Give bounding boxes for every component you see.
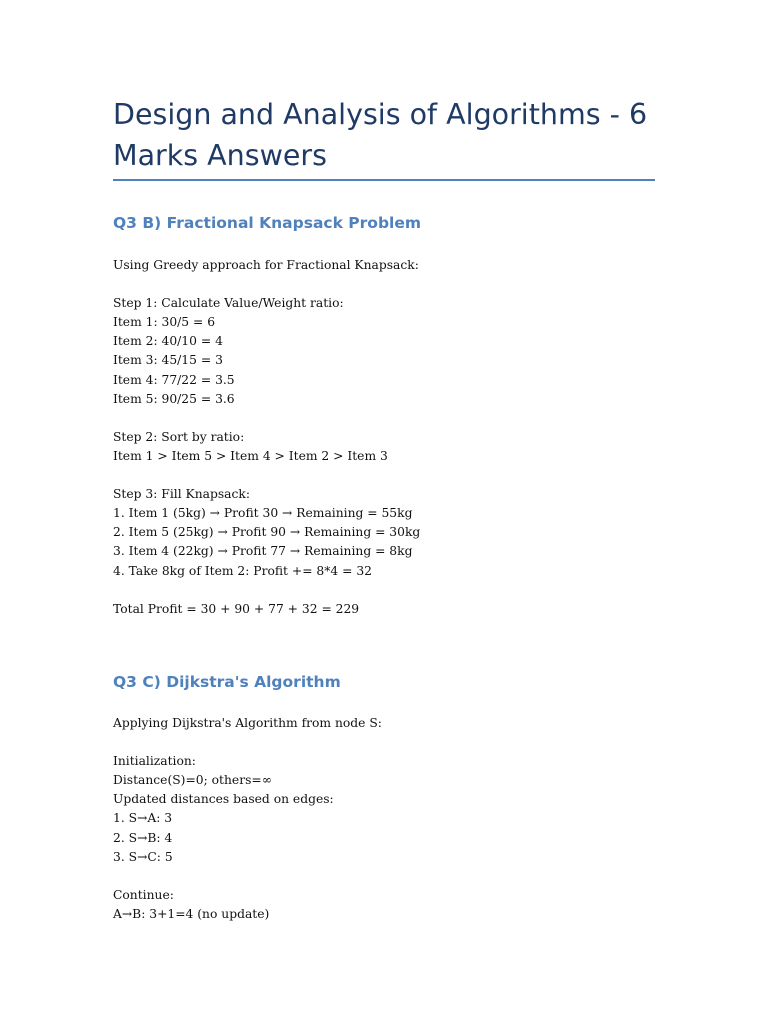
text-line: Item 1 > Item 5 > Item 4 > Item 2 > Item 3 xyxy=(113,448,388,463)
section-heading-dijkstra: Q3 C) Dijkstra's Algorithm xyxy=(113,673,341,691)
text-line: Item 3: 45/15 = 3 xyxy=(113,353,223,368)
text-line: Applying Dijkstra's Algorithm from node S: xyxy=(113,716,382,730)
text-line: Item 4: 77/22 = 3.5 xyxy=(113,372,235,387)
title-underline xyxy=(113,179,655,181)
text-line: 2. S→B: 4 xyxy=(113,830,173,845)
text-line: Step 2: Sort by ratio: xyxy=(113,429,245,444)
text-line: A→B: 3+1=4 (no update) xyxy=(113,906,270,921)
section-body-dijkstra xyxy=(113,714,673,924)
text-line: 1. S→A: 3 xyxy=(113,811,173,826)
document-title: Design and Analysis of Algorithms - 6 Marks Answers xyxy=(113,98,648,172)
text-line: Item 1: 30/5 = 6 xyxy=(113,315,216,330)
text-line xyxy=(113,733,673,752)
text-line: 3. Item 4 (22kg) → Profit 77 → Remaining = 8kg xyxy=(113,544,413,559)
text-line: Item 2: 40/10 = 4 xyxy=(113,334,223,349)
text-line: 4. Take 8kg of Item 2: Profit += 8*4 = 32 xyxy=(113,563,372,578)
text-line: 2. Item 5 (25kg) → Profit 90 → Remaining = 30kg xyxy=(113,525,421,540)
text-line xyxy=(113,867,673,886)
text-line xyxy=(113,581,673,600)
text-line: Distance(S)=0; others=∞ xyxy=(113,773,272,788)
text-line xyxy=(113,409,673,428)
section-heading-knapsack: Q3 B) Fractional Knapsack Problem xyxy=(113,214,422,232)
text-line: Continue: xyxy=(113,887,174,902)
text-line: Using Greedy approach for Fractional Knapsack: xyxy=(113,258,419,272)
text-line: Step 1: Calculate Value/Weight ratio: xyxy=(113,296,344,311)
text-line xyxy=(113,466,673,485)
section-body-knapsack xyxy=(113,256,673,619)
text-line: Step 3: Fill Knapsack: xyxy=(113,487,250,502)
text-line: 3. S→C: 5 xyxy=(113,849,173,864)
text-line: Item 5: 90/25 = 3.6 xyxy=(113,391,235,406)
text-line: 1. Item 1 (5kg) → Profit 30 → Remaining = 55kg xyxy=(113,506,413,521)
text-line: Initialization: xyxy=(113,754,196,769)
text-line xyxy=(113,275,673,294)
text-line: Updated distances based on edges: xyxy=(113,792,334,807)
text-line: Total Profit = 30 + 90 + 77 + 32 = 229 xyxy=(113,601,360,616)
